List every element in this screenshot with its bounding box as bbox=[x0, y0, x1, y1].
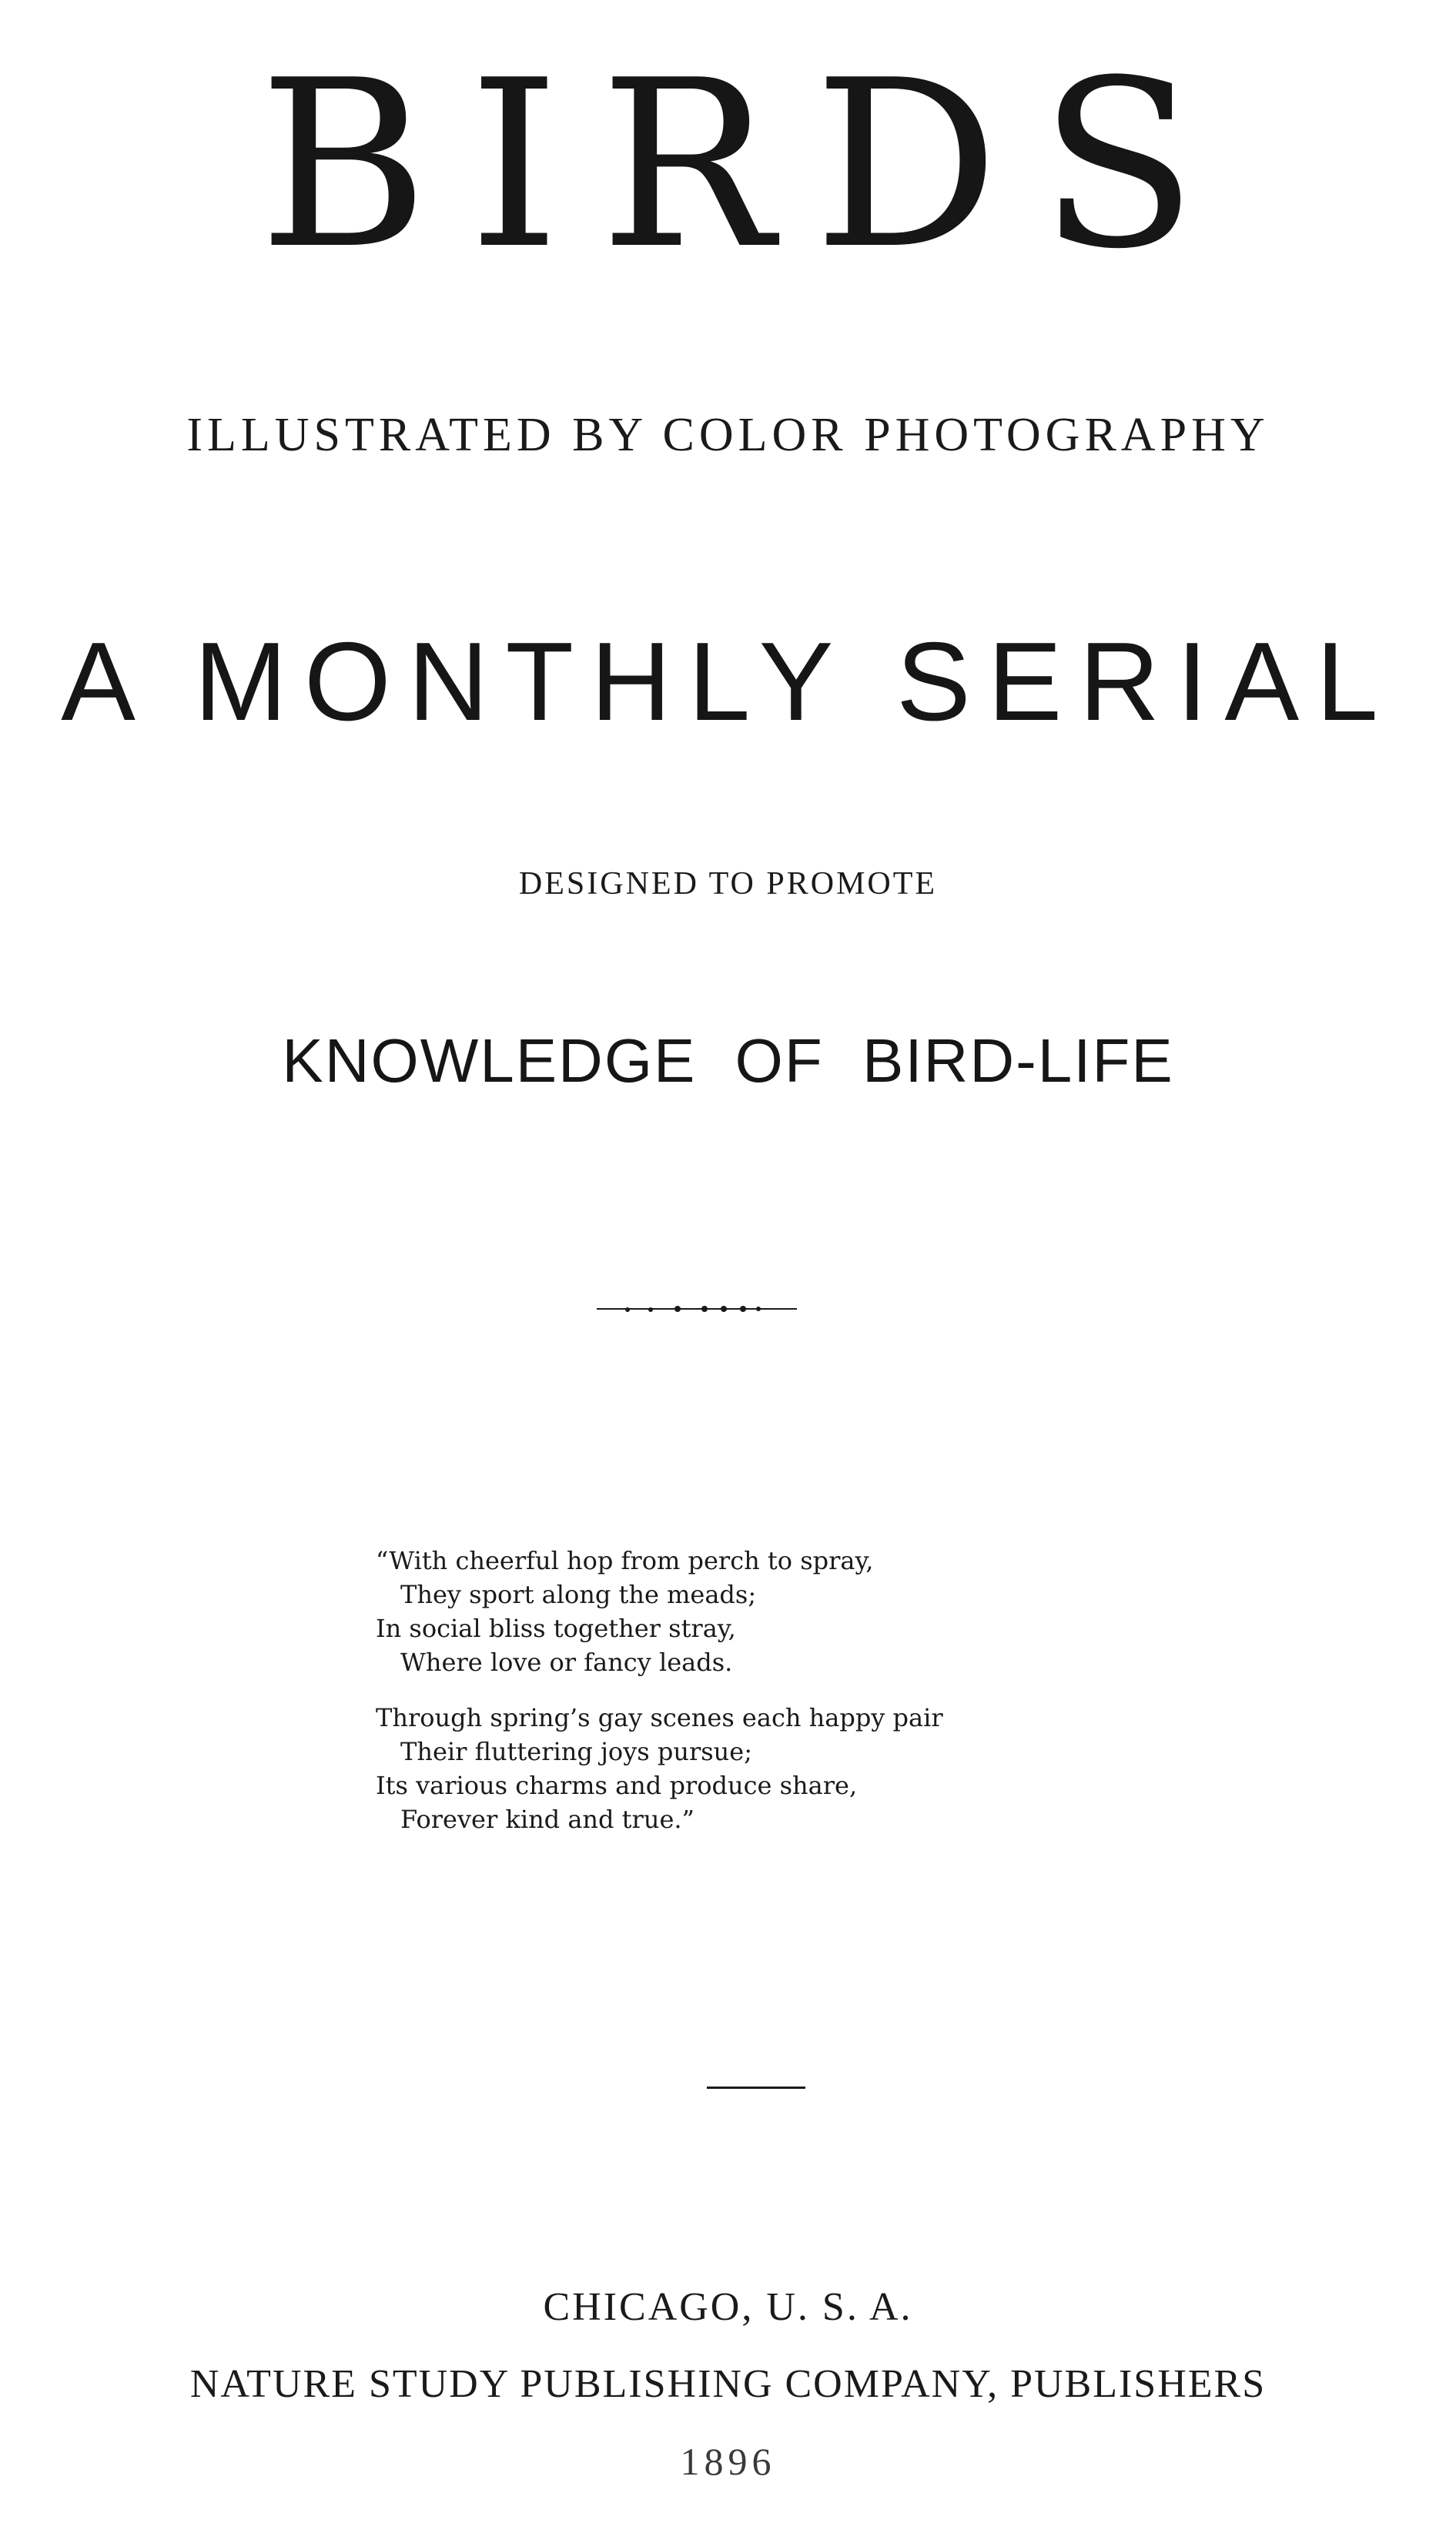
epigraph-poem bbox=[376, 1544, 1069, 1836]
poem-line: “With cheerful hop from perch to spray, bbox=[376, 1546, 874, 1575]
ornament-divider-icon bbox=[597, 1301, 797, 1317]
book-title: BIRDS bbox=[259, 31, 1237, 300]
purpose-line: DESIGNED TO PROMOTE bbox=[518, 866, 938, 902]
stanza-gap bbox=[376, 1679, 1069, 1701]
horizontal-rule bbox=[707, 2087, 805, 2089]
subtitle: ILLUSTRATED BY COLOR PHOTOGRAPHY bbox=[186, 409, 1270, 461]
imprint-year: 1896 bbox=[680, 2440, 776, 2483]
subject-line: KNOWLEDGE OF BIRD-LIFE bbox=[282, 1026, 1174, 1095]
poem-line: Forever kind and true.” bbox=[400, 1805, 695, 1834]
serial-heading: A MONTHLY SERIAL bbox=[61, 619, 1395, 744]
poem-line: Where love or fancy leads. bbox=[400, 1648, 733, 1677]
poem-line: Its various charms and produce share, bbox=[376, 1771, 858, 1800]
imprint-publisher: NATURE STUDY PUBLISHING COMPANY, PUBLISHERS bbox=[189, 2362, 1267, 2406]
poem-line: In social bliss together stray, bbox=[376, 1614, 736, 1643]
poem-line: They sport along the meads; bbox=[400, 1580, 757, 1609]
poem-line: Their fluttering joys pursue; bbox=[400, 1737, 752, 1766]
imprint-city: CHICAGO, U. S. A. bbox=[543, 2285, 913, 2329]
poem-line: Through spring’s gay scenes each happy pair bbox=[376, 1703, 943, 1732]
